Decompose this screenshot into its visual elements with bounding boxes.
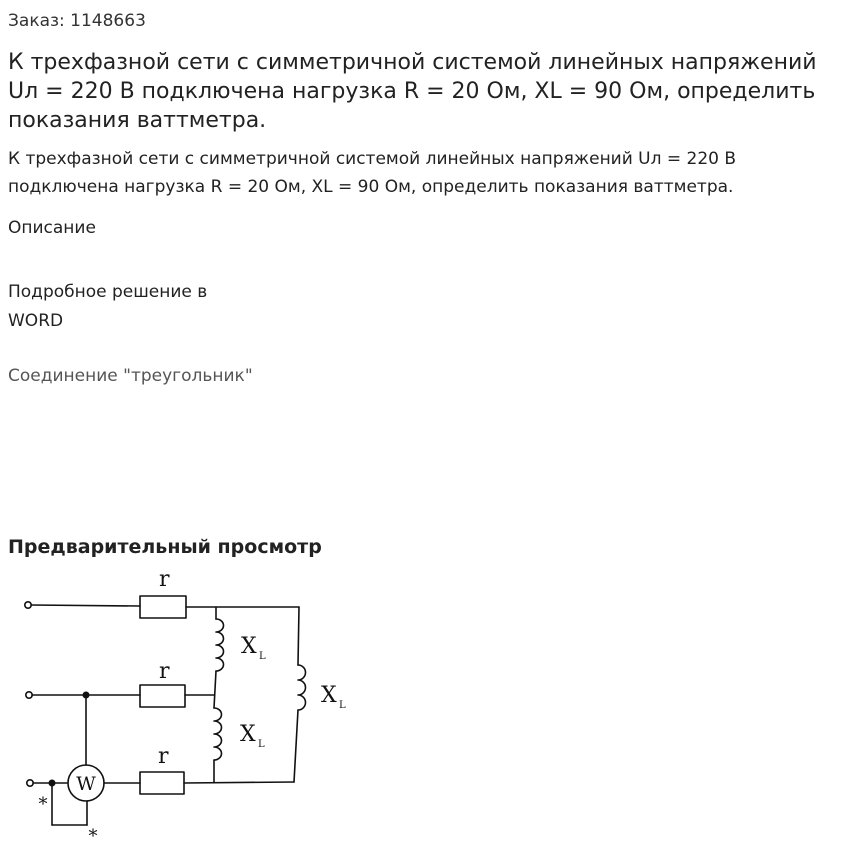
inductor-2 <box>214 708 222 760</box>
resistor-2-label: r <box>159 659 170 684</box>
resistor-3-label: r <box>158 744 169 769</box>
inductor-3 <box>298 665 306 710</box>
task-description: К трехфазной сети с симметричной системой линейных напряжений Uл = 220 В подключена нагрузка R = 20 Ом, XL = 90 Ом, определить показания ваттметра. <box>8 149 737 197</box>
task-title: К трехфазной сети с симметричной системой линейных напряжений Uл = 220 В подключена нагрузка R = 20 Ом, XL = 90 Ом, определить показания ваттметра. <box>8 50 817 133</box>
solution-format-text: Подробное решение в WORD <box>8 282 208 331</box>
order-number: Заказ: 1148663 <box>8 11 146 31</box>
resistor-3 <box>140 772 184 794</box>
inductor-3-subscript: L <box>339 700 346 711</box>
description-heading: Описание <box>8 218 96 238</box>
inductor-1-label: X <box>241 634 257 659</box>
polarity-star-2: * <box>88 826 98 847</box>
inductor-1 <box>216 619 224 671</box>
resistor-1-label: r <box>159 567 170 592</box>
junction-dot-1 <box>83 692 90 699</box>
inductor-2-label: X <box>240 722 256 747</box>
inductor-1-subscript: L <box>259 651 266 662</box>
preview-heading: Предварительный просмотр <box>8 536 322 558</box>
inductor-3-label: X <box>321 683 337 708</box>
resistor-1 <box>140 596 186 618</box>
circuit-diagram <box>0 560 380 851</box>
resistor-2 <box>140 685 185 707</box>
junction-dot-2 <box>49 780 56 787</box>
wattmeter-label: W <box>76 773 96 795</box>
polarity-star-1: * <box>38 794 48 815</box>
connection-type-text: Соединение "треугольник" <box>8 366 253 386</box>
inductor-2-subscript: L <box>258 739 265 750</box>
